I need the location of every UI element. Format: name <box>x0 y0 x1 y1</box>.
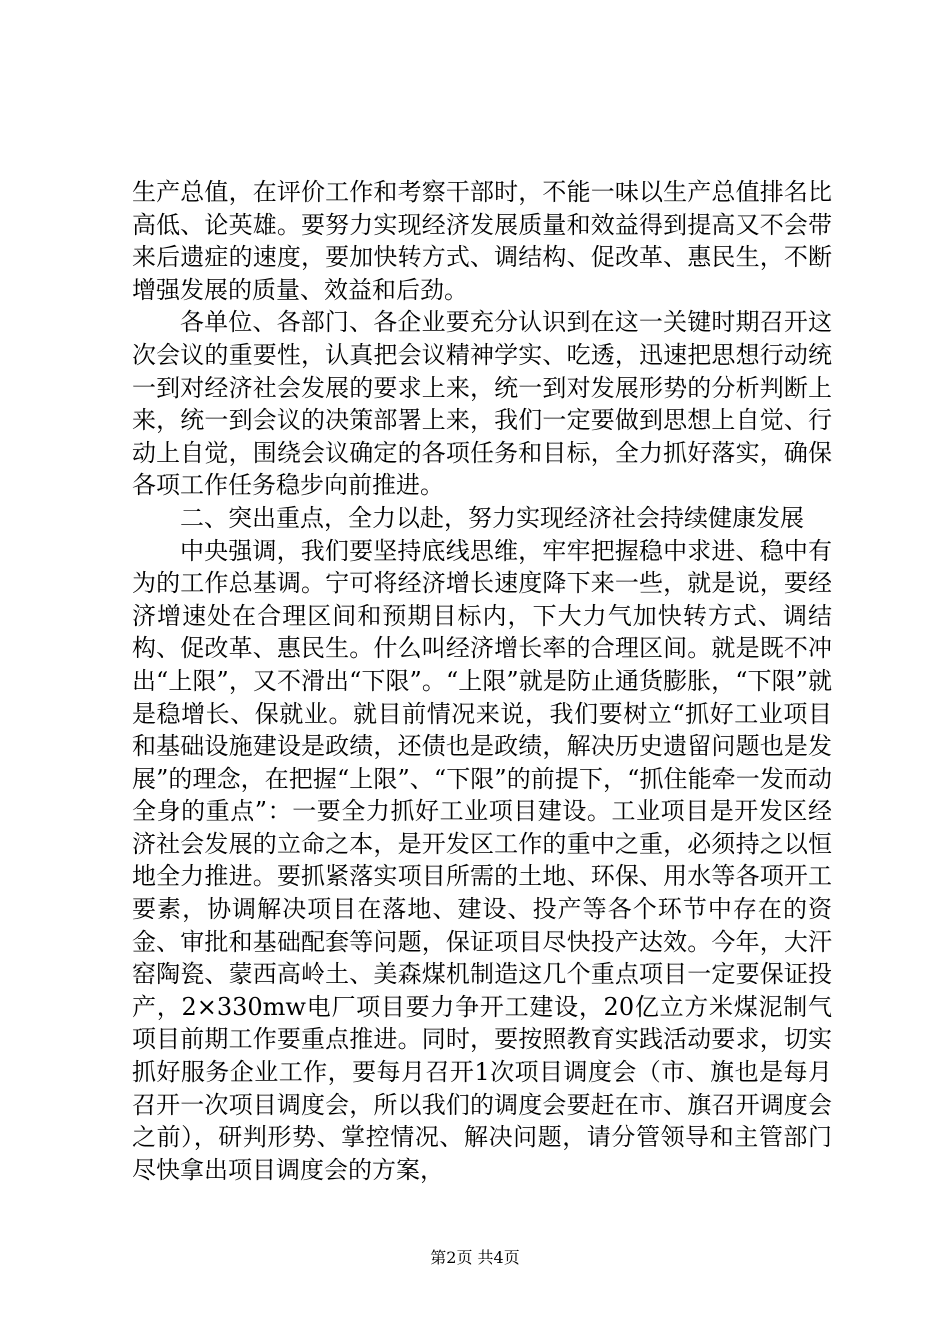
document-body <box>132 176 832 1186</box>
paragraph-3: 中央强调，我们要坚持底线思维，牢牢把握稳中求进、稳中有为的工作总基调。宁可将经济增长速度降下来一些，就是说，要经济增速处在合理区间和预期目标内，下大力气加快转方式、调结构、促改革、惠民生。什么叫经济增长率的合理区间。就是既不冲出“上限”，又不滑出“下限”。“上限”就是防止通货膨胀，“下限”就是稳增长、保就业。就目前情况来说，我们要树立“抓好工业项目和基础设施建设是政绩，还债也是政绩，解决历史遗留问题也是发展”的理念，在把握“上限”、“下限”的前提下，“抓住能牵一发而动全身的重点”：一要全力抓好工业项目建设。工业项目是开发区经济社会发展的立命之本，是开发区工作的重中之重，必须持之以恒地全力推进。要抓紧落实项目所需的土地、环保、用水等各项开工要素，协调解决项目在落地、建设、投产等各个环节中存在的资金、审批和基础配套等问题，保证项目尽快投产达效。今年，大汗窑陶瓷、蒙西高岭土、美森煤机制造这几个重点项目一定要保证投产，2×330mw电厂项目要力争开工建设，20亿立方米煤泥制气项目前期工作要重点推进。同时，要按照教育实践活动要求，切实抓好服务企业工作，要每月召开1次项目调度会（市、旗也是每月召开一次项目调度会，所以我们的调度会要赶在市、旗召开调度会之前），研判形势、掌控情况、解决问题，请分管领导和主管部门尽快拿出项目调度会的方案， <box>132 536 832 1184</box>
paragraph-1: 生产总值，在评价工作和考察干部时，不能一味以生产总值排名比高低、论英雄。要努力实现经济发展质量和效益得到提高又不会带来后遗症的速度，要加快转方式、调结构、促改革、惠民生，不断增强发展的质量、效益和后劲。 <box>132 178 832 304</box>
section-heading: 二、突出重点，全力以赴，努力实现经济社会持续健康发展 <box>180 503 804 532</box>
page-footer: 第2页 共4页 <box>430 1248 520 1267</box>
paragraph-2: 各单位、各部门、各企业要充分认识到在这一关键时期召开这次会议的重要性，认真把会议精神学实、吃透，迅速把思想行动统一到对经济社会发展的要求上来，统一到对发展形势的分析判断上来，统一到会议的决策部署上来，我们一定要做到思想上自觉、行动上自觉，围绕会议确定的各项任务和目标，全力抓好落实，确保各项工作任务稳步向前推进。 <box>132 308 832 500</box>
